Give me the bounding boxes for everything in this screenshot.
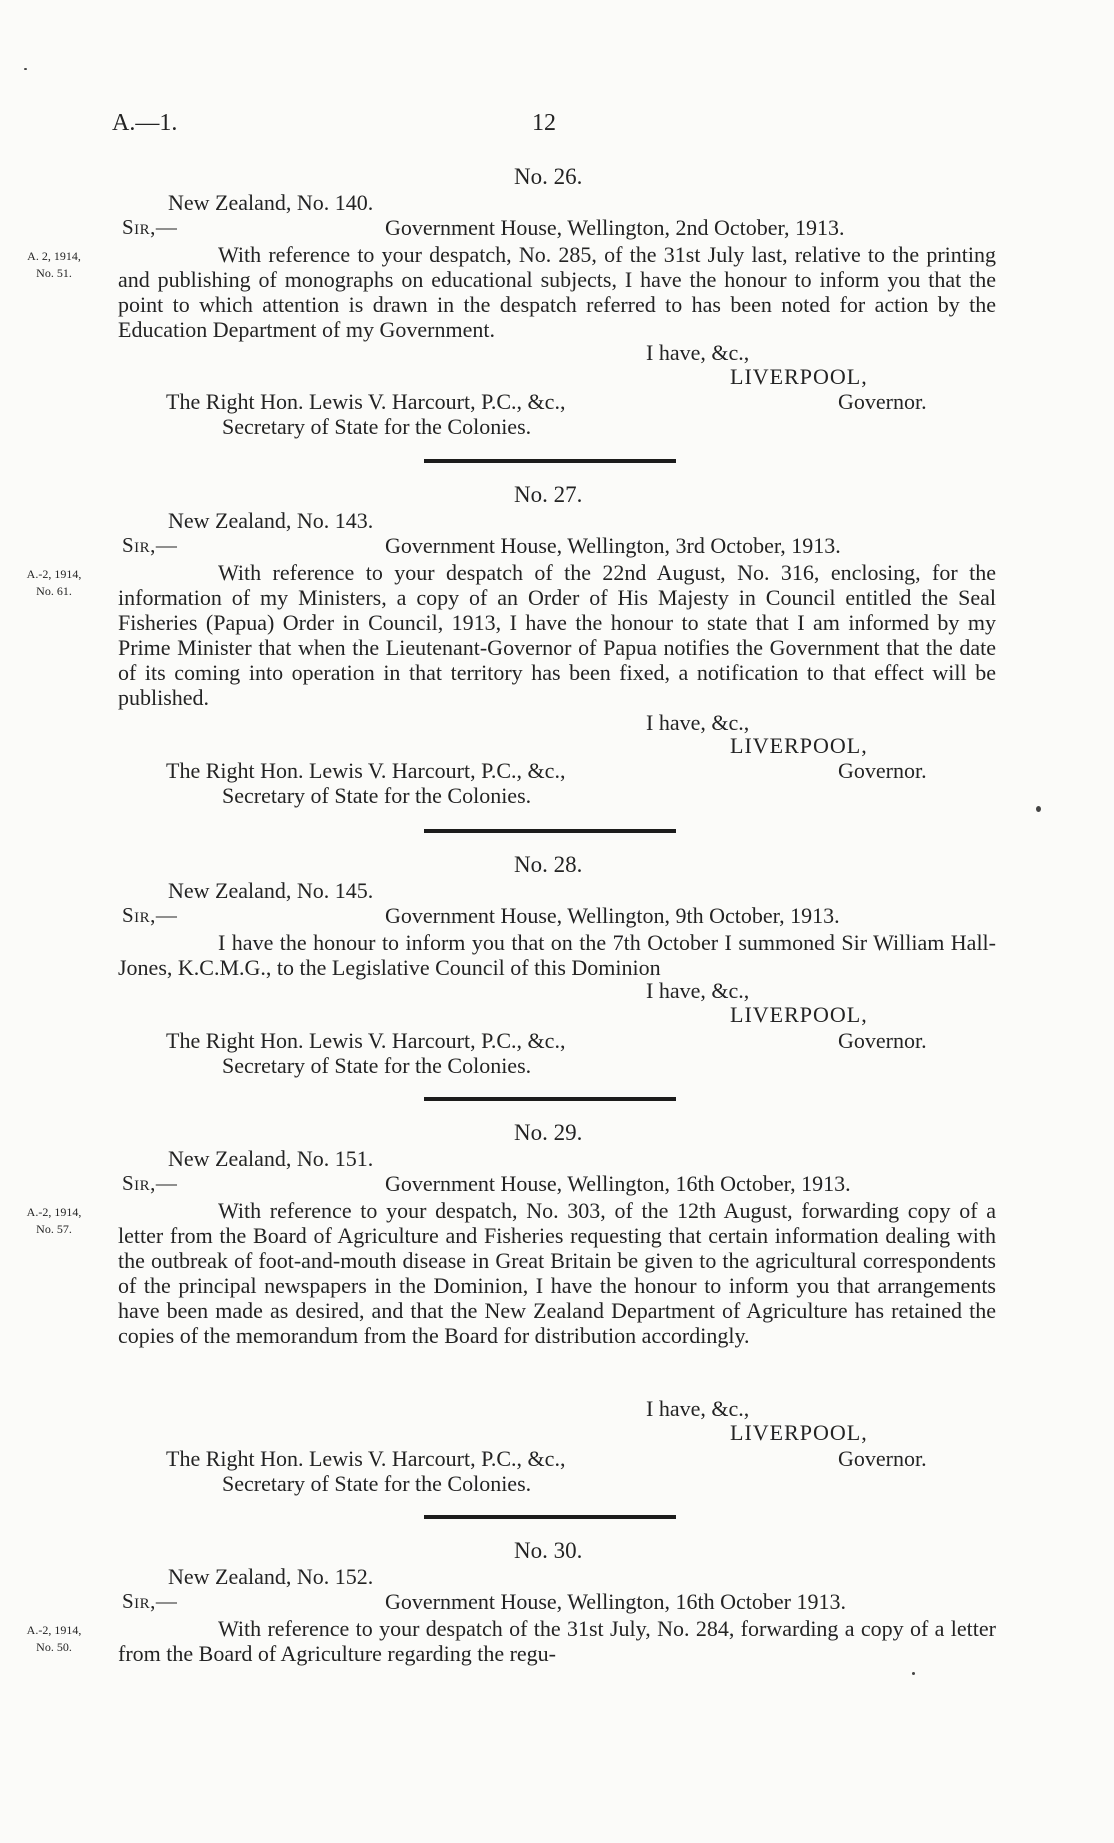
margin-note-line: A.-2, 1914, — [26, 1623, 82, 1637]
signatory: LIVERPOOL, — [730, 1002, 868, 1027]
section-divider — [424, 1097, 676, 1101]
section-divider — [424, 829, 676, 833]
margin-note — [8, 1204, 100, 1238]
margin-note-line: No. 61. — [36, 584, 72, 598]
despatch-number: No. 27. — [514, 482, 583, 507]
body-text: With reference to your despatch, No. 285, of the 31st July last, relative to the printing and publishing of monographs on educational subjects, I have the honour to inform you that the point to which attention is drawn in the despatch referred to has been noted for action by the Education Department of my Government. — [118, 242, 996, 342]
signatory-title: Governor. — [838, 1028, 927, 1053]
dateline: Government House, Wellington, 3rd October, 1913. — [385, 533, 841, 558]
despatch-number: No. 29. — [514, 1120, 583, 1145]
section-divider — [424, 459, 676, 463]
addressee: The Right Hon. Lewis V. Harcourt, P.C., &c., — [166, 758, 566, 783]
body-text: With reference to your despatch of the 22nd August, No. 316, enclosing, for the information of my Ministers, a copy of an Order of His Majesty in Council entitled the Seal Fisheries (Papua) Order in Council, 1913, I have the honour to state that I am informed by my Prime Minister that when the Lieutenant-Governor of Papua notifies the Government that the date of its coming into operation in that territory has been fixed, a notification to that effect will be published. — [118, 560, 996, 710]
despatch-body — [118, 930, 996, 980]
addressee: The Right Hon. Lewis V. Harcourt, P.C., &c., — [166, 389, 566, 414]
margin-note-line: No. 51. — [36, 266, 72, 280]
scan-speck — [1036, 806, 1041, 812]
addressee-title: Secretary of State for the Colonies. — [222, 1471, 532, 1496]
addressee: The Right Hon. Lewis V. Harcourt, P.C., &c., — [166, 1446, 566, 1471]
body-text: I have the honour to inform you that on the 7th October I summoned Sir William Hall-Jones, K.C.M.G., to the Legislative Council of this Dominion — [118, 930, 996, 980]
despatch-reference: New Zealand, No. 140. — [168, 190, 374, 215]
body-text: With reference to your despatch, No. 303, of the 12th August, forwarding copy of a letter from the Board of Agriculture and Fisheries requesting that certain information dealing with the outbreak of foot-and-mouth disease in Great Britain be given to the agricultural correspondents of the principal newspapers in the Dominion, I have the honour to inform you that arrangements have been made as desired, and that the New Zealand Department of Agriculture has retained the copies of the memorandum from the Board for distribution accordingly. — [118, 1198, 996, 1348]
despatch-number: No. 28. — [514, 852, 583, 877]
margin-note — [8, 1622, 100, 1656]
closing: I have, &c., — [646, 340, 750, 365]
margin-note-line: No. 50. — [36, 1640, 72, 1654]
signatory: LIVERPOOL, — [730, 1420, 868, 1445]
salutation: Sir,— — [122, 903, 178, 927]
despatch-body — [118, 1198, 996, 1348]
margin-note — [8, 248, 100, 282]
salutation: Sir,— — [122, 533, 178, 557]
margin-note-line: A.-2, 1914, — [26, 567, 82, 581]
scan-speck — [912, 1672, 915, 1675]
margin-note-line: No. 57. — [36, 1222, 72, 1236]
addressee-title: Secretary of State for the Colonies. — [222, 783, 532, 808]
salutation: Sir,— — [122, 1171, 178, 1195]
despatch-reference: New Zealand, No. 145. — [168, 878, 374, 903]
margin-note-line: A. 2, 1914, — [27, 249, 81, 263]
margin-note — [8, 566, 100, 600]
section-divider — [424, 1515, 676, 1519]
signatory: LIVERPOOL, — [730, 364, 868, 389]
running-head: A.—1. — [112, 110, 178, 136]
scan-speck — [24, 68, 27, 70]
signatory-title: Governor. — [838, 389, 927, 414]
despatch-body — [118, 1616, 996, 1666]
closing: I have, &c., — [646, 710, 750, 735]
margin-note-line: A.-2, 1914, — [26, 1205, 82, 1219]
dateline: Government House, Wellington, 9th October, 1913. — [385, 903, 840, 928]
despatch-number: No. 26. — [514, 164, 583, 189]
despatch-number: No. 30. — [514, 1538, 583, 1563]
addressee: The Right Hon. Lewis V. Harcourt, P.C., &c., — [166, 1028, 566, 1053]
dateline: Government House, Wellington, 2nd October, 1913. — [385, 215, 845, 240]
addressee-title: Secretary of State for the Colonies. — [222, 1053, 532, 1078]
salutation: Sir,— — [122, 215, 178, 239]
page-number: 12 — [532, 110, 556, 136]
signatory-title: Governor. — [838, 758, 927, 783]
despatch-body — [118, 242, 996, 342]
closing: I have, &c., — [646, 978, 750, 1003]
despatch-reference: New Zealand, No. 152. — [168, 1564, 374, 1589]
signatory-title: Governor. — [838, 1446, 927, 1471]
addressee-title: Secretary of State for the Colonies. — [222, 414, 532, 439]
despatch-reference: New Zealand, No. 143. — [168, 508, 374, 533]
despatch-reference: New Zealand, No. 151. — [168, 1146, 374, 1171]
closing: I have, &c., — [646, 1396, 750, 1421]
salutation: Sir,— — [122, 1589, 178, 1613]
body-text: With reference to your despatch of the 31st July, No. 284, forwarding a copy of a letter from the Board of Agriculture regarding the regu- — [118, 1616, 996, 1666]
dateline: Government House, Wellington, 16th October 1913. — [385, 1589, 846, 1614]
despatch-body — [118, 560, 996, 710]
signatory: LIVERPOOL, — [730, 733, 868, 758]
dateline: Government House, Wellington, 16th October, 1913. — [385, 1171, 851, 1196]
